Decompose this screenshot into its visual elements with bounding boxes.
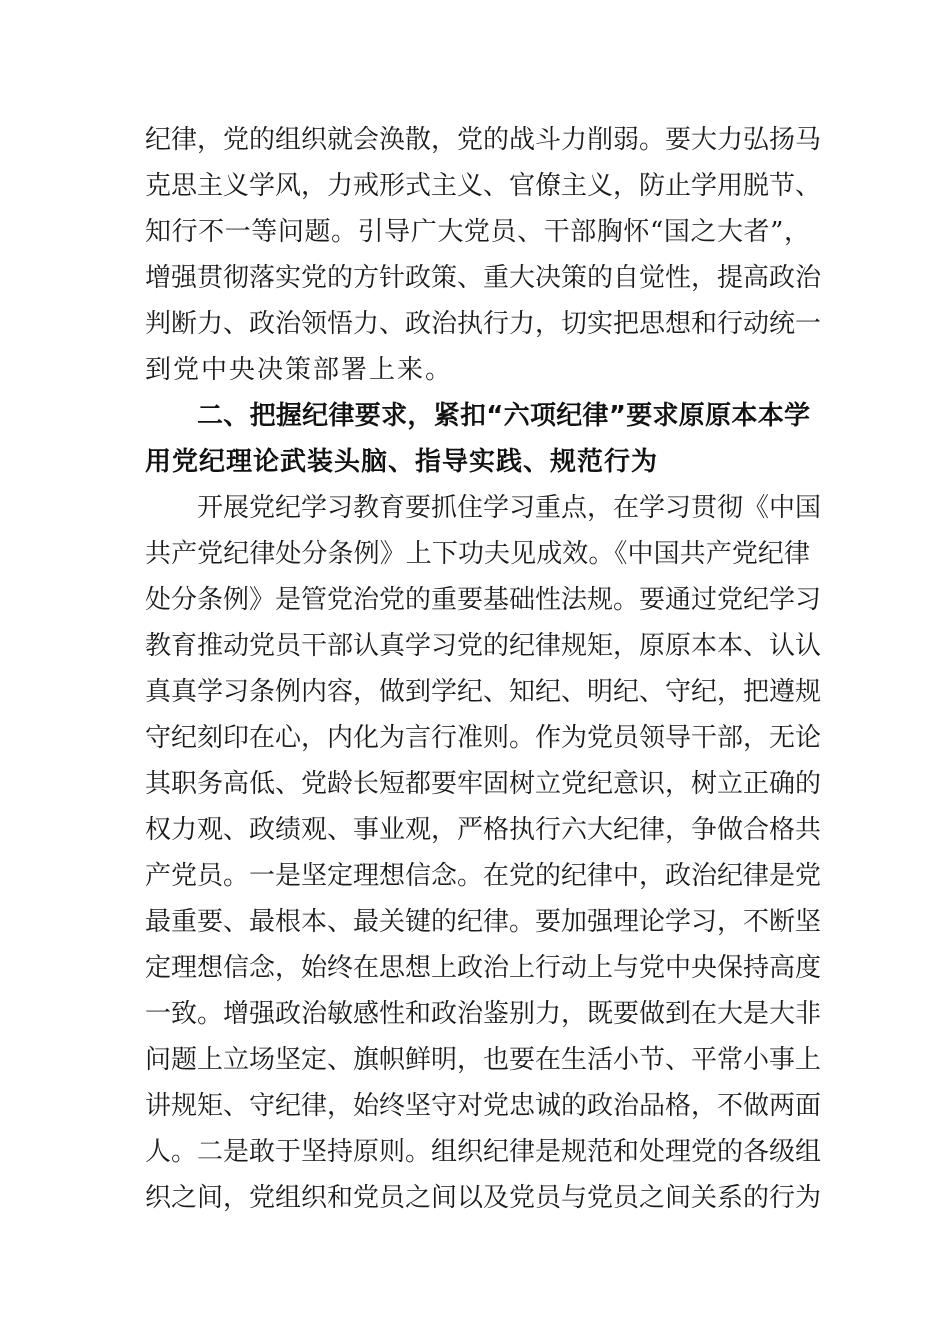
paragraph-2-line-2: 共产党纪律处分条例》上下功夫见成效。《中国共产党纪律: [145, 539, 810, 569]
paragraph-1-line-6: 到党中央决策部署上来。: [145, 355, 454, 385]
paragraph-2-line-9: 产党员。一是坚定理想信念。在党的纪律中，政治纪律是党: [145, 861, 822, 891]
section-heading-line-1: 二、把握纪律要求，紧扣“六项纪律”要求原原本本学: [197, 401, 810, 431]
paragraph-1-line-4: 增强贯彻落实党的方针政策、重大决策的自觉性，提高政治: [145, 263, 822, 293]
paragraph-2-line-6: 守纪刻印在心，内化为言行准则。作为党员领导干部，无论: [145, 723, 822, 753]
paragraph-1-line-5: 判断力、政治领悟力、政治执行力，切实把思想和行动统一: [145, 309, 822, 339]
paragraph-2-line-14: 讲规矩、守纪律，始终坚守对党忠诚的政治品格，不做两面: [145, 1091, 822, 1121]
paragraph-2-line-10: 最重要、最根本、最关键的纪律。要加强理论学习，不断坚: [145, 907, 822, 937]
section-heading-line-2: 用党纪理论武装头脑、指导实践、规范行为: [145, 447, 659, 477]
paragraph-2-line-4: 教育推动党员干部认真学习党的纪律规矩，原原本本、认认: [145, 631, 822, 661]
paragraph-2-line-16: 织之间，党组织和党员之间以及党员与党员之间关系的行为: [145, 1183, 822, 1213]
paragraph-2-line-7: 其职务高低、党龄长短都要牢固树立党纪意识，树立正确的: [145, 769, 822, 799]
paragraph-2-line-11: 定理想信念，始终在思想上政治上行动上与党中央保持高度: [145, 953, 822, 983]
paragraph-1-line-2: 克思主义学风，力戒形式主义、官僚主义，防止学用脱节、: [145, 171, 822, 201]
paragraph-1-line-3: 知行不一等问题。引导广大党员、干部胸怀“国之大者”，: [145, 217, 810, 247]
paragraph-2-line-5: 真真学习条例内容，做到学纪、知纪、明纪、守纪，把遵规: [145, 677, 822, 707]
paragraph-2-line-15: 人。二是敢于坚持原则。组织纪律是规范和处理党的各级组: [145, 1137, 822, 1167]
paragraph-2-line-13: 问题上立场坚定、旗帜鲜明，也要在生活小节、平常小事上: [145, 1045, 822, 1075]
paragraph-2-line-8: 权力观、政绩观、事业观，严格执行六大纪律，争做合格共: [145, 815, 822, 845]
paragraph-2-line-3: 处分条例》是管党治党的重要基础性法规。要通过党纪学习: [145, 585, 822, 615]
paragraph-1-line-1: 纪律，党的组织就会涣散，党的战斗力削弱。要大力弘扬马: [145, 125, 822, 155]
paragraph-2-line-1: 开展党纪学习教育要抓住学习重点，在学习贯彻《中国: [197, 493, 822, 523]
paragraph-2-line-12: 一致。增强政治敏感性和政治鉴别力，既要做到在大是大非: [145, 999, 822, 1029]
